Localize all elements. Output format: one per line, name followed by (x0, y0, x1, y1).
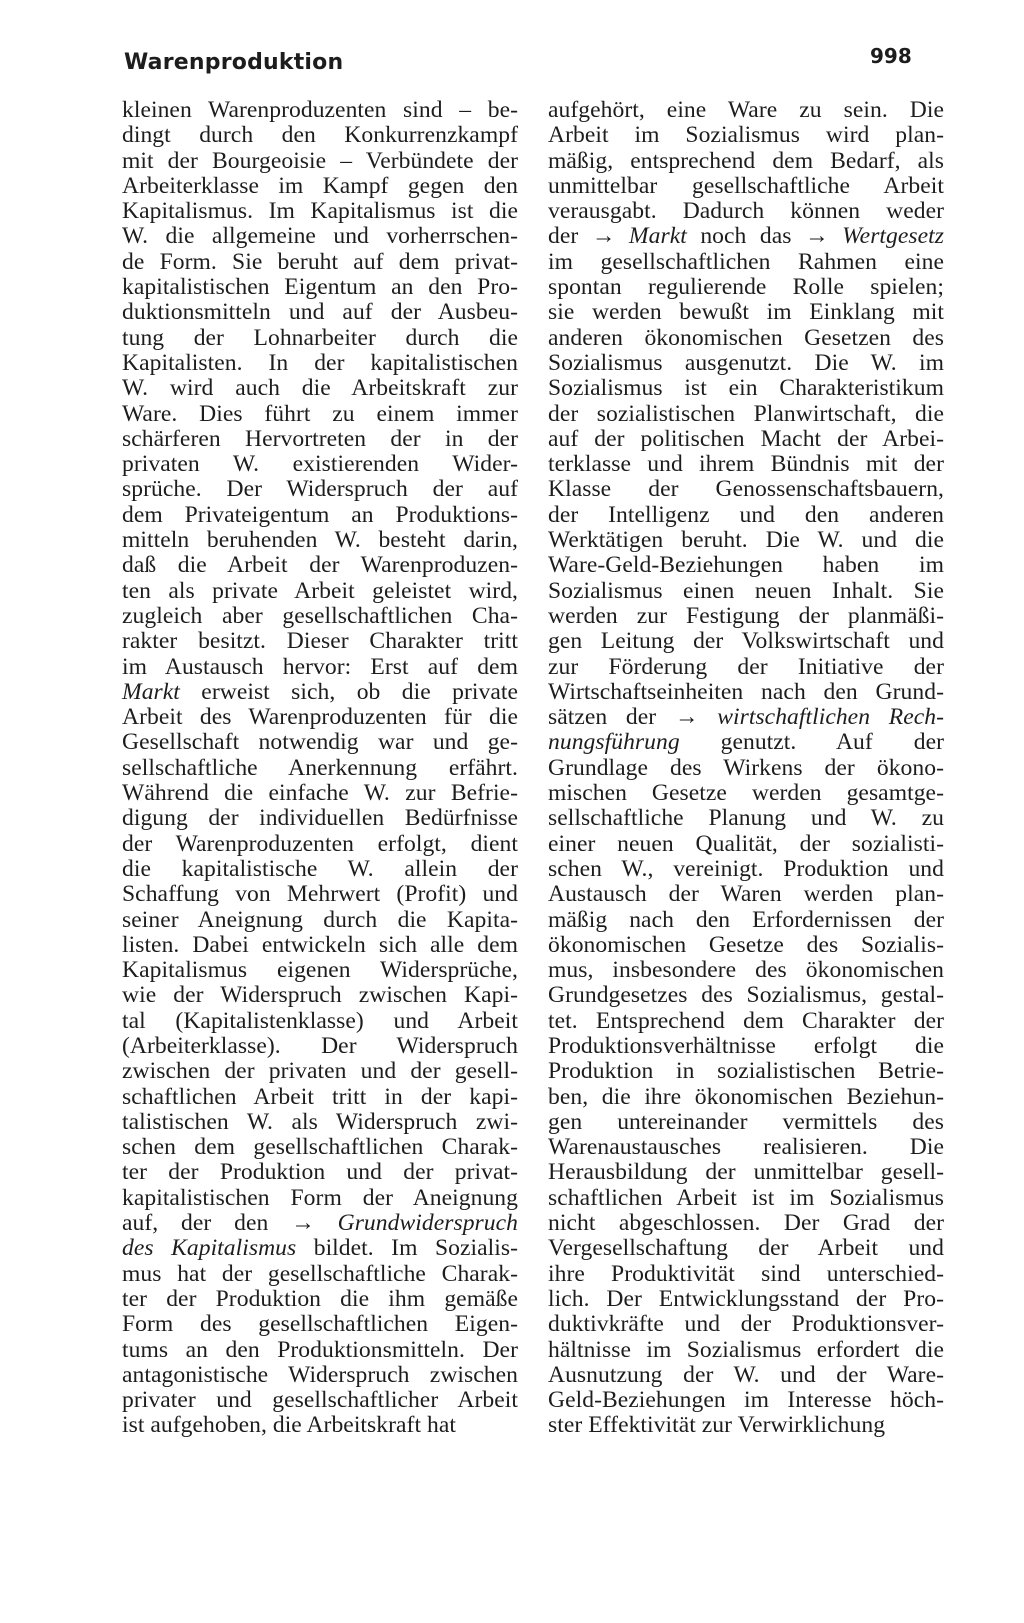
text-line: auf, der den → Grundwiderspruch (122, 1210, 518, 1237)
text-line: dem Privateigentum an Produktions- (122, 501, 518, 528)
text-line: schärferen Hervortreten der in der (122, 425, 518, 452)
text-line: Produktion in sozialistischen Betrie- (548, 1058, 944, 1085)
text-line: die kapitalistische W. allein der (122, 855, 518, 882)
text-line: mäßig, entsprechend dem Bedarf, als (548, 147, 944, 174)
text-line: tums an den Produktionsmitteln. Der (122, 1336, 518, 1363)
text-line: Sozialismus ist ein Charakteristikum (548, 375, 944, 402)
text-line: talistischen W. als Widerspruch zwi- (122, 1108, 518, 1135)
text-line: W. die allgemeine und vorherrschen- (122, 223, 518, 250)
text-line: Geld-Beziehungen im Interesse höch- (548, 1387, 944, 1414)
text-line: duktivkräfte und der Produktionsver- (548, 1311, 944, 1338)
text-line: aufgehört, eine Ware zu sein. Die (548, 97, 944, 123)
text-line: nicht abgeschlossen. Der Grad der (548, 1210, 944, 1237)
text-line: ben, die ihre ökonomischen Beziehun- (548, 1083, 944, 1110)
text-line: tung der Lohnarbeiter durch die (122, 324, 518, 351)
text-line: terklasse und ihrem Bündnis mit der (548, 451, 944, 478)
text-line: tet. Entsprechend dem Charakter der (548, 1007, 944, 1034)
text-line: antagonistische Widerspruch zwischen (122, 1361, 518, 1388)
text-line: anderen ökonomischen Gesetzen des (548, 324, 944, 351)
text-line: nungsführung genutzt. Auf der (548, 729, 944, 756)
text-line: mus, insbesondere des ökonomischen (548, 957, 944, 984)
text-line: ökonomischen Gesetze des Sozialis- (548, 931, 944, 958)
text-line: ist aufgehoben, die Arbeitskraft hat (122, 1412, 456, 1439)
text-line: werden zur Festigung der planmäßi- (548, 602, 944, 629)
text-line: kapitalistischen Eigentum an den Pro- (122, 274, 518, 301)
text-line: sätzen der → wirtschaftlichen Rech- (548, 704, 944, 731)
text-line: Sozialismus einen neuen Inhalt. Sie (548, 577, 944, 604)
text-line: sie werden bewußt im Einklang mit (548, 299, 944, 326)
text-line: Vergesellschaftung der Arbeit und (548, 1235, 944, 1262)
text-line: im Austausch hervor: Erst auf dem (122, 653, 518, 680)
text-line: Kapitalismus. Im Kapitalismus ist die (122, 198, 518, 225)
text-line: Grundlage des Wirkens der ökono- (548, 754, 944, 781)
text-line: der sozialistischen Planwirtschaft, die (548, 400, 944, 427)
text-line: Während die einfache W. zur Befrie- (122, 780, 518, 807)
text-line: schen dem gesellschaftlichen Charak- (122, 1134, 518, 1161)
text-line: Schaffung von Mehrwert (Profit) und (122, 881, 518, 908)
text-line: Herausbildung der unmittelbar gesell- (548, 1159, 944, 1186)
text-line: Ware. Dies führt zu einem immer (122, 400, 518, 427)
text-line: Markt erweist sich, ob die private (122, 678, 518, 705)
text-line: daß die Arbeit der Warenproduzen- (122, 552, 518, 579)
text-line: Arbeiterklasse im Kampf gegen den (122, 172, 518, 199)
text-line: Sozialismus ausgenutzt. Die W. im (548, 349, 944, 376)
text-line: Produktionsverhältnisse erfolgt die (548, 1032, 944, 1059)
text-line: unmittelbar gesellschaftliche Arbeit (548, 172, 944, 199)
text-line: Wirtschaftseinheiten nach den Grund- (548, 678, 944, 705)
text-line: Arbeit im Sozialismus wird plan- (548, 122, 944, 149)
text-line: zwischen der privaten und der gesell- (122, 1058, 518, 1085)
text-line: sellschaftliche Anerkennung erfährt. (122, 754, 518, 781)
text-line: digung der individuellen Bedürfnisse (122, 805, 518, 832)
text-line: kleinen Warenproduzenten sind – be- (122, 97, 518, 123)
text-line: Kapitalismus eigenen Widersprüche, (122, 957, 518, 984)
text-line: mischen Gesetze werden gesamtge- (548, 780, 944, 807)
text-line: ster Effektivität zur Verwirklichung (548, 1412, 886, 1439)
text-line: rakter besitzt. Dieser Charakter tritt (122, 628, 518, 655)
text-line: mitteln beruhenden W. besteht darin, (122, 527, 518, 554)
text-line: Ware-Geld-Beziehungen haben im (548, 552, 944, 579)
text-line: kapitalistischen Form der Aneignung (122, 1184, 518, 1211)
text-line: ter der Produktion die ihm gemäße (122, 1285, 518, 1312)
text-line: ten als private Arbeit geleistet wird, (122, 577, 518, 604)
text-line: Kapitalisten. In der kapitalistischen (122, 349, 518, 376)
text-line: schaftlichen Arbeit tritt in der kapi- (122, 1083, 518, 1110)
text-line: Grundgesetzes des Sozialismus, gestal- (548, 982, 944, 1009)
text-line: einer neuen Qualität, der sozialisti- (548, 830, 944, 857)
text-line: Form des gesellschaftlichen Eigen- (122, 1311, 518, 1338)
text-line: spontan regulierende Rolle spielen; (548, 274, 944, 301)
text-line: duktionsmitteln und auf der Ausbeu- (122, 299, 518, 326)
text-line: Gesellschaft notwendig war und ge- (122, 729, 518, 756)
text-line: seiner Aneignung durch die Kapita- (122, 906, 518, 933)
text-line: der Warenproduzenten erfolgt, dient (122, 830, 518, 857)
text-line: zugleich aber gesellschaftlichen Cha- (122, 602, 518, 629)
text-line: gen untereinander vermittels des (548, 1108, 944, 1135)
text-line: im gesellschaftlichen Rahmen eine (548, 248, 944, 275)
text-line: privaten W. existierenden Wider- (122, 451, 518, 478)
text-line: Werktätigen beruht. Die W. und die (548, 527, 944, 554)
text-line: schen W., vereinigt. Produktion und (548, 855, 944, 882)
text-line: Austausch der Waren werden plan- (548, 881, 944, 908)
text-line: mit der Bourgeoisie – Verbündete der (122, 147, 518, 174)
right-column (548, 98, 944, 1439)
text-line: dingt durch den Konkurrenzkampf (122, 122, 518, 149)
page-number: 998 (870, 44, 912, 68)
text-line: de Form. Sie beruht auf dem privat- (122, 248, 518, 275)
text-line: auf der politischen Macht der Arbei- (548, 425, 944, 452)
text-line: gen Leitung der Volkswirtschaft und (548, 628, 944, 655)
text-line: sellschaftliche Planung und W. zu (548, 805, 944, 832)
text-line: der Intelligenz und den anderen (548, 501, 944, 528)
text-line: lich. Der Entwicklungsstand der Pro- (548, 1285, 944, 1312)
text-line: W. wird auch die Arbeitskraft zur (122, 375, 518, 402)
text-line: der → Markt noch das → Wertgesetz (548, 223, 944, 250)
text-line: Warenaustausches realisieren. Die (548, 1134, 944, 1161)
running-head: Warenproduktion (124, 50, 344, 75)
text-line: wie der Widerspruch zwischen Kapi- (122, 982, 518, 1009)
text-line: hältnisse im Sozialismus erfordert die (548, 1336, 944, 1363)
text-line: Arbeit des Warenproduzenten für die (122, 704, 518, 731)
text-line: des Kapitalismus bildet. Im Sozialis- (122, 1235, 518, 1262)
text-line: ter der Produktion und der privat- (122, 1159, 518, 1186)
text-line: listen. Dabei entwickeln sich alle dem (122, 931, 518, 958)
text-line: tal (Kapitalistenklasse) und Arbeit (122, 1007, 518, 1034)
text-line: Ausnutzung der W. und der Ware- (548, 1361, 944, 1388)
text-line: mus hat der gesellschaftliche Charak- (122, 1260, 518, 1287)
text-line: Klasse der Genossenschaftsbauern, (548, 476, 944, 503)
text-line: zur Förderung der Initiative der (548, 653, 944, 680)
text-line: mäßig nach den Erfordernissen der (548, 906, 944, 933)
text-line: (Arbeiterklasse). Der Widerspruch (122, 1032, 518, 1059)
text-line: verausgabt. Dadurch können weder (548, 198, 944, 225)
text-line: privater und gesellschaftlicher Arbeit (122, 1387, 518, 1414)
left-column (122, 98, 518, 1439)
text-line: sprüche. Der Widerspruch der auf (122, 476, 518, 503)
text-line: schaftlichen Arbeit ist im Sozialismus (548, 1184, 944, 1211)
text-line: ihre Produktivität sind unterschied- (548, 1260, 944, 1287)
